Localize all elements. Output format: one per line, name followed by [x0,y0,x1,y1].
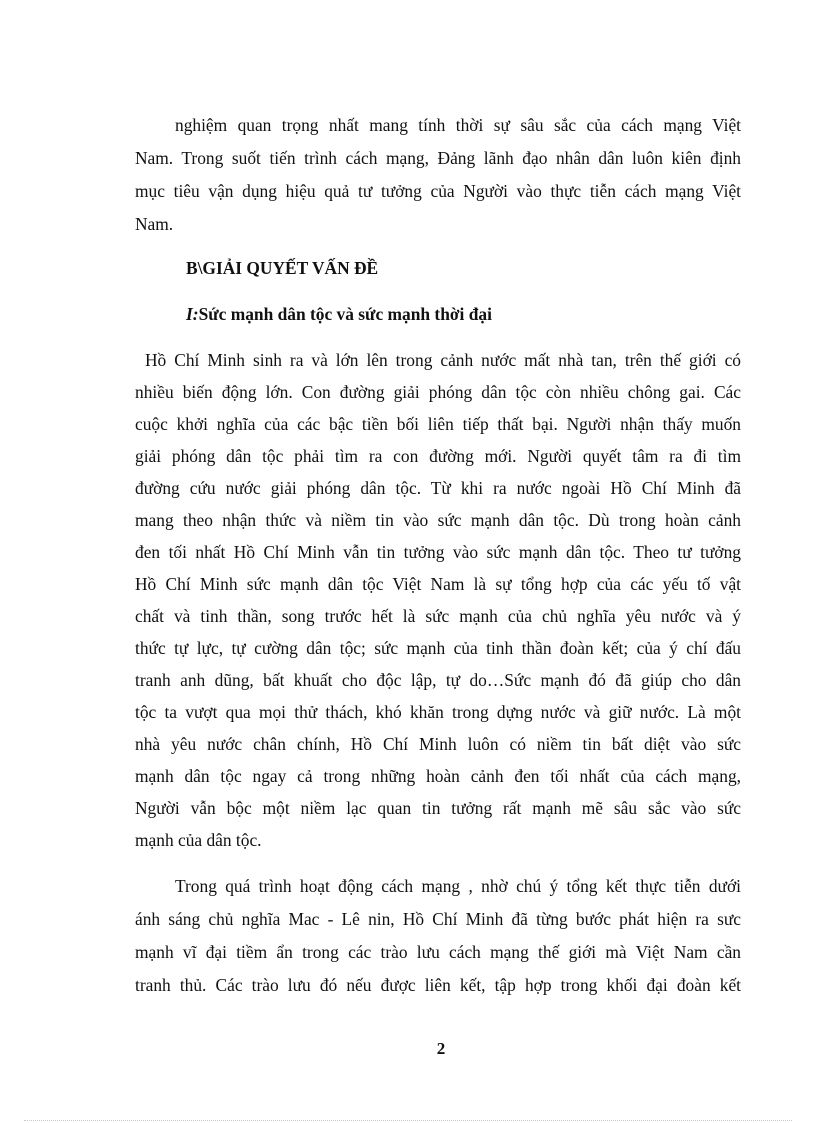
paragraph1-line: đen tối nhất Hồ Chí Minh vẫn tin tưởng vào sức mạnh dân tộc. Theo tư tưởng [135,542,741,562]
intro-line: Nam. Trong suốt tiến trình cách mạng, Đảng lãnh đạo nhân dân luôn kiên định [135,148,741,168]
intro-line: mục tiêu vận dụng hiệu quả tư tưởng của Người vào thực tiễn cách mạng Việt [135,181,741,201]
paragraph2-line: mạnh vĩ đại tiềm ẩn trong các trào lưu cách mạng thế giới mà Việt Nam cần [135,942,741,962]
paragraph1-line: chất và tinh thần, song trước hết là sức mạnh của chủ nghĩa yêu nước và ý [135,606,741,626]
subsection-heading [186,302,492,326]
paragraph2-line: Trong quá trình hoạt động cách mạng , nhờ chú ý tổng kết thực tiễn dưới [175,876,741,896]
paragraph1-line: nhiều biến động lớn. Con đường giải phóng dân tộc còn nhiều chông gai. Các [135,382,741,402]
page-number: 2 [436,1039,446,1058]
paragraph1-line: mạnh của dân tộc. [135,830,262,850]
paragraph1-line: mang theo nhận thức và niềm tin vào sức mạnh dân tộc. Dù trong hoàn cảnh [135,510,741,530]
paragraph1-line: tranh anh dũng, bất khuất cho độc lập, tự do…Sức mạnh đó đã giúp cho dân [135,670,741,690]
paragraph1-line: giải phóng dân tộc phải tìm ra con đường mới. Người quyết tâm ra đi tìm [135,446,741,466]
paragraph1-line: Hồ Chí Minh sức mạnh dân tộc Việt Nam là sự tổng hợp của các yếu tố vật [135,574,741,594]
paragraph2-line: tranh thủ. Các trào lưu đó nếu được liên kết, tập hợp trong khối đại đoàn kết [135,975,741,995]
paragraph1-line: Hồ Chí Minh sinh ra và lớn lên trong cảnh nước mất nhà tan, trên thế giới có [145,350,741,370]
intro-line: nghiệm quan trọng nhất mang tính thời sự sâu sắc của cách mạng Việt [175,115,741,135]
paragraph1-line: đường cứu nước giải phóng dân tộc. Từ khi ra nước ngoài Hồ Chí Minh đã [135,478,741,498]
paragraph1-line: thức tự lực, tự cường dân tộc; sức mạnh của tinh thần đoàn kết; của ý chí đấu [135,638,741,658]
paragraph1-line: cuộc khởi nghĩa của các bậc tiền bối liên tiếp thất bại. Người nhận thấy muốn [135,414,741,434]
paragraph2-line: ánh sáng chủ nghĩa Mac - Lê nin, Hồ Chí Minh đã từng bước phát hiện ra sưc [135,909,741,929]
subsection-title: Sức mạnh dân tộc và sức mạnh thời đại [198,304,492,324]
intro-line: Nam. [135,214,174,234]
section-heading: B\GIẢI QUYẾT VẤN ĐỀ [186,258,379,278]
paragraph1-line: mạnh dân tộc ngay cả trong những hoàn cảnh đen tối nhất của cách mạng, [135,766,741,786]
paragraph1-line: Người vẫn bộc một niềm lạc quan tin tưởng rất mạnh mẽ sâu sắc vào sức [135,798,741,818]
paragraph1-line: tộc ta vượt qua mọi thử thách, khó khăn trong dựng nước và giữ nước. Là một [135,702,741,722]
page-bottom-divider [24,1120,792,1121]
paragraph1-line: nhà yêu nước chân chính, Hồ Chí Minh luôn có niềm tin bất diệt vào sức [135,734,741,754]
subsection-number: I: [186,304,199,324]
